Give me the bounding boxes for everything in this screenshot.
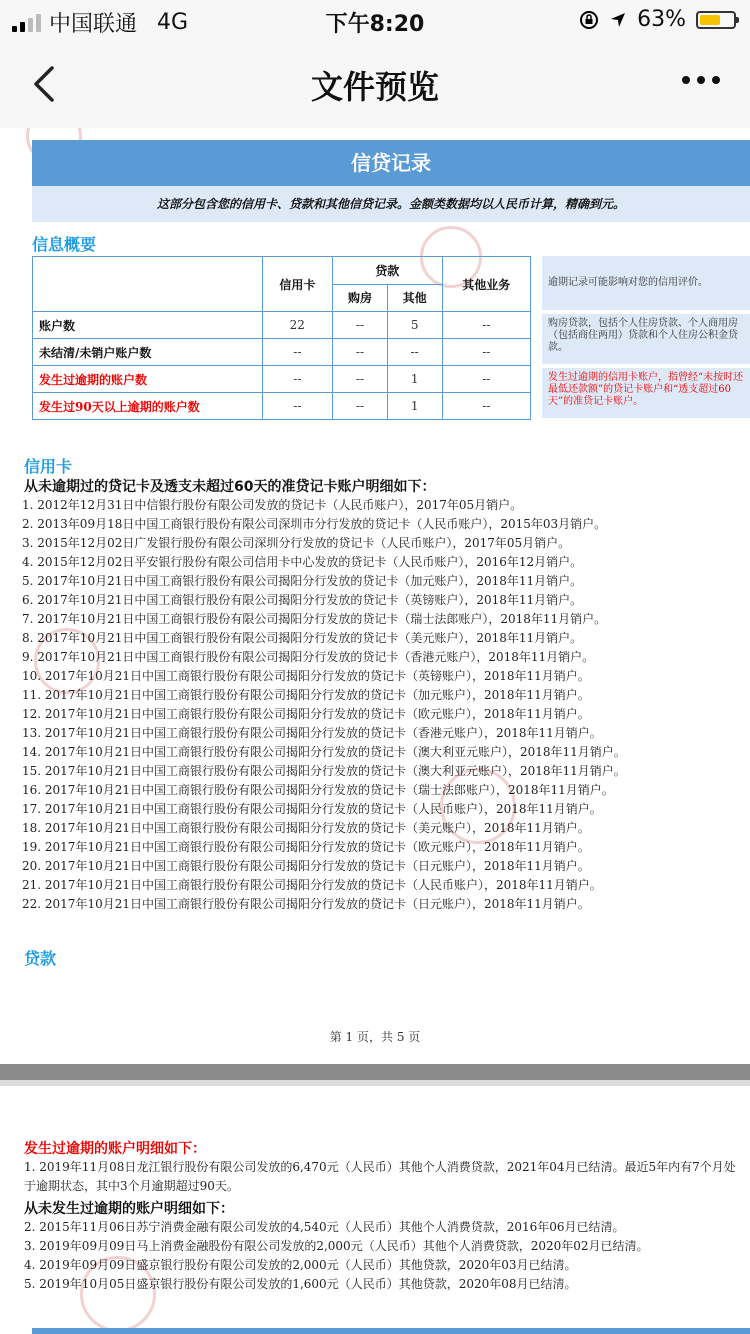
list-item: 21. 2017年10月21日中国工商银行股份有限公司揭阳分行发放的贷记卡（人民币账户），2018年11月销户。 bbox=[22, 878, 602, 892]
credit-record-note: 这部分包含您的信用卡、贷款和其他信贷记录。金额类数据均以人民币计算，精确到元。 bbox=[32, 186, 750, 222]
more-dots-icon[interactable] bbox=[682, 76, 720, 84]
cell: -- bbox=[262, 339, 333, 366]
list-item: 2. 2013年09月18日中国工商银行股份有限公司深圳市分行发放的贷记卡（人民币账户），2015年03月销户。 bbox=[22, 517, 607, 531]
cell: -- bbox=[333, 393, 388, 420]
document-page-1 bbox=[0, 128, 750, 1064]
never-overdue-list bbox=[24, 1218, 750, 1294]
credit-card-subhead: 从未逾期过的贷记卡及透支未超过60天的准贷记卡账户明细如下： bbox=[24, 479, 436, 495]
list-item: 20. 2017年10月21日中国工商银行股份有限公司揭阳分行发放的贷记卡（日元账户），2018年11月销户。 bbox=[22, 859, 590, 873]
overdue-title: 发生过逾期的账户明细如下： bbox=[24, 1141, 206, 1157]
cell: -- bbox=[442, 366, 531, 393]
status-bar bbox=[0, 0, 750, 40]
battery-icon bbox=[696, 11, 736, 29]
overdue-list bbox=[24, 1158, 750, 1196]
cell: -- bbox=[387, 339, 442, 366]
list-item: 9. 2017年10月21日中国工商银行股份有限公司揭阳分行发放的贷记卡（香港元账户），2018年11月销户。 bbox=[22, 650, 595, 664]
network-label: 4G bbox=[157, 10, 189, 35]
list-item: 10. 2017年10月21日中国工商银行股份有限公司揭阳分行发放的贷记卡（英镑账户），2018年11月销户。 bbox=[22, 669, 590, 683]
list-item: 2. 2015年11月06日苏宁消费金融有限公司发放的4,540元（人民币）其他个人消费贷款，2016年06月已结清。 bbox=[24, 1220, 625, 1234]
list-item: 6. 2017年10月21日中国工商银行股份有限公司揭阳分行发放的贷记卡（英镑账户），2018年11月销户。 bbox=[22, 593, 583, 607]
document-page-2 bbox=[0, 1086, 750, 1334]
list-item: 15. 2017年10月21日中国工商银行股份有限公司揭阳分行发放的贷记卡（澳大利亚元账户），2018年11月销户。 bbox=[22, 764, 626, 778]
side-note-overdue-impact: 逾期记录可能影响对您的信用评价。 bbox=[542, 256, 750, 310]
table-row bbox=[33, 339, 531, 366]
list-item: 5. 2017年10月21日中国工商银行股份有限公司揭阳分行发放的贷记卡（加元账户），2018年11月销户。 bbox=[22, 574, 583, 588]
list-item: 1. 2012年12月31日中信银行股份有限公司发放的贷记卡（人民币账户），2017年05月销户。 bbox=[22, 498, 523, 512]
list-item: 1. 2019年11月08日龙江银行股份有限公司发放的6,470元（人民币）其他个人消费贷款，2021年04月已结清。最近5年内有7个月处 bbox=[24, 1160, 736, 1174]
document-viewer[interactable] bbox=[0, 128, 750, 1334]
summary-title: 信息概要 bbox=[32, 235, 97, 254]
cell: -- bbox=[442, 339, 531, 366]
cell: -- bbox=[333, 312, 388, 339]
list-item: 13. 2017年10月21日中国工商银行股份有限公司揭阳分行发放的贷记卡（香港元账户），2018年11月销户。 bbox=[22, 726, 602, 740]
carrier-label: 中国联通 bbox=[49, 12, 138, 37]
header-house: 购房 bbox=[333, 284, 388, 312]
list-item: 11. 2017年10月21日中国工商银行股份有限公司揭阳分行发放的贷记卡（加元账户），2018年11月销户。 bbox=[22, 688, 590, 702]
cell: -- bbox=[333, 366, 388, 393]
row-label: 账户数 bbox=[33, 312, 263, 339]
rotation-lock-icon bbox=[579, 10, 599, 30]
cell: 5 bbox=[387, 312, 442, 339]
list-item: 5. 2019年10月05日盛京银行股份有限公司发放的1,600元（人民币）其他贷款，2020年08月已结清。 bbox=[24, 1277, 577, 1291]
status-time: 下午8:20 bbox=[325, 12, 425, 37]
row-label: 发生过逾期的账户数 bbox=[33, 366, 263, 393]
cell: -- bbox=[333, 339, 388, 366]
status-right bbox=[579, 7, 736, 32]
cell: 22 bbox=[262, 312, 333, 339]
location-icon bbox=[609, 11, 627, 29]
side-note-overdue-definition: 发生过逾期的信用卡账户，指曾经“未按时还最低还款额”的贷记卡账户和“透支超过60天”的准贷记卡账户。 bbox=[542, 368, 750, 418]
cell: 1 bbox=[387, 366, 442, 393]
cell: -- bbox=[442, 312, 531, 339]
list-item: 3. 2015年12月02日广发银行股份有限公司深圳分行发放的贷记卡（人民币账户），2017年05月销户。 bbox=[22, 536, 571, 550]
row-label: 发生过90天以上逾期的账户数 bbox=[33, 393, 263, 420]
never-overdue-title: 从未发生过逾期的账户明细如下： bbox=[24, 1201, 234, 1217]
list-item: 3. 2019年09月09日马上消费金融股份有限公司发放的2,000元（人民币）其他个人消费贷款，2020年02月已结清。 bbox=[24, 1239, 649, 1253]
list-item: 8. 2017年10月21日中国工商银行股份有限公司揭阳分行发放的贷记卡（美元账户），2018年11月销户。 bbox=[22, 631, 583, 645]
page-number: 第 1 页，共 5 页 bbox=[329, 1030, 421, 1044]
list-item: 16. 2017年10月21日中国工商银行股份有限公司揭阳分行发放的贷记卡（瑞士法郎账户），2018年11月销户。 bbox=[22, 783, 614, 797]
credit-card-title: 信用卡 bbox=[24, 457, 73, 476]
table-row bbox=[33, 312, 531, 339]
section-bar bbox=[32, 1328, 750, 1334]
list-item: 19. 2017年10月21日中国工商银行股份有限公司揭阳分行发放的贷记卡（欧元账户），2018年11月销户。 bbox=[22, 840, 590, 854]
table-corner bbox=[33, 257, 263, 312]
list-item: 18. 2017年10月21日中国工商银行股份有限公司揭阳分行发放的贷记卡（美元账户），2018年11月销户。 bbox=[22, 821, 590, 835]
list-item: 12. 2017年10月21日中国工商银行股份有限公司揭阳分行发放的贷记卡（欧元账户），2018年11月销户。 bbox=[22, 707, 590, 721]
cell: -- bbox=[262, 366, 333, 393]
battery-percent: 63% bbox=[637, 7, 686, 32]
watermark-text: ​ bbox=[418, 431, 442, 465]
header-other: 其他 bbox=[387, 284, 442, 312]
header-loan: 贷款 bbox=[333, 257, 442, 285]
page-separator bbox=[0, 1064, 750, 1080]
credit-record-header: 信贷记录 bbox=[32, 140, 750, 186]
page-title: 文件预览 bbox=[310, 68, 439, 106]
summary-table bbox=[32, 256, 531, 420]
list-item: 14. 2017年10月21日中国工商银行股份有限公司揭阳分行发放的贷记卡（澳大利亚元账户），2018年11月销户。 bbox=[22, 745, 626, 759]
header-other-business: 其他业务 bbox=[442, 257, 531, 312]
list-item: 17. 2017年10月21日中国工商银行股份有限公司揭阳分行发放的贷记卡（人民币账户），2018年11月销户。 bbox=[22, 802, 602, 816]
row-label: 未结清/未销户账户数 bbox=[33, 339, 263, 366]
credit-card-list bbox=[22, 496, 626, 914]
table-row bbox=[33, 393, 531, 420]
nav-bar bbox=[0, 40, 750, 129]
list-item: 7. 2017年10月21日中国工商银行股份有限公司揭阳分行发放的贷记卡（瑞士法郎账户），2018年11月销户。 bbox=[22, 612, 607, 626]
side-note-house-loan: 购房贷款，包括个人住房贷款、个人商用房（包括商住两用）贷款和个人住房公积金贷款。 bbox=[542, 314, 750, 364]
header-credit-card: 信用卡 bbox=[262, 257, 333, 312]
cell: 1 bbox=[387, 393, 442, 420]
list-item: 4. 2019年09月09日盛京银行股份有限公司发放的2,000元（人民币）其他贷款，2020年03月已结清。 bbox=[24, 1258, 577, 1272]
cell: -- bbox=[262, 393, 333, 420]
loan-title: 贷款 bbox=[24, 949, 57, 968]
table-row bbox=[33, 366, 531, 393]
list-item: 于逾期状态，其中3个月逾期超过90天。 bbox=[24, 1179, 239, 1193]
list-item: 4. 2015年12月02日平安银行股份有限公司信用卡中心发放的贷记卡（人民币账户），2016年12月销户。 bbox=[22, 555, 583, 569]
list-item: 22. 2017年10月21日中国工商银行股份有限公司揭阳分行发放的贷记卡（日元账户），2018年11月销户。 bbox=[22, 897, 590, 911]
cell: -- bbox=[442, 393, 531, 420]
